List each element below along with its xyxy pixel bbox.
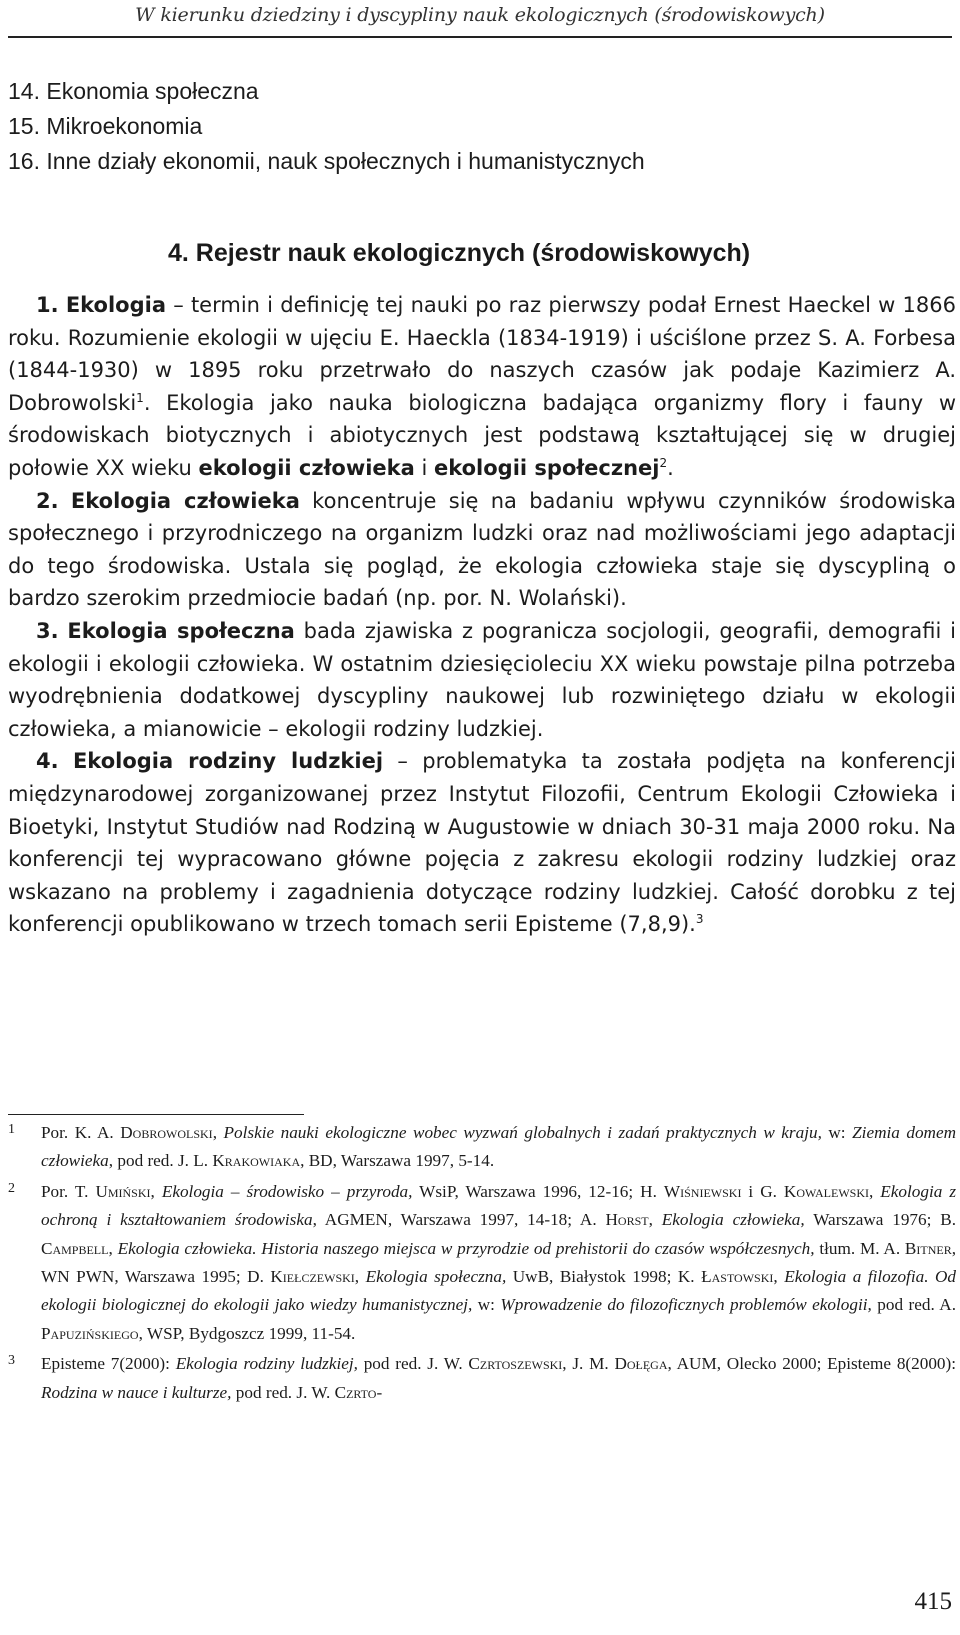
- paragraph-number: 4.: [36, 749, 59, 774]
- section-title: 4. Rejestr nauk ekologicznych (środowiskowych): [168, 239, 751, 267]
- paragraph-term: ekologii człowieka: [198, 455, 415, 480]
- footnote-author: Łastowski: [701, 1267, 774, 1287]
- footnote-author: Czrto-: [334, 1382, 383, 1402]
- footnote-text: w:: [821, 1123, 853, 1142]
- footnote-author: Bitner: [904, 1238, 952, 1258]
- list-item: 15. Mikroekonomia: [8, 113, 203, 139]
- footnote-author: Dołęga: [614, 1354, 668, 1374]
- footnote-text: i G.: [741, 1181, 784, 1201]
- paragraph-4: [8, 745, 956, 941]
- footnote-title: Ekologia społeczna,: [365, 1267, 507, 1287]
- paragraph-term: Ekologia: [65, 293, 167, 317]
- footnote-2: 2 Por. T. Umiński, Ekologia – środowisko – przyroda, WsiP, Warszawa 1996, 12-16; H. Wiśniewski i G. Kowalewski, Ekologia z ochroną i kształtowaniem środowiska, AGMEN, Warszawa 1997, 14-18; A. Horst, Ekologia człowieka, Warszawa 1976; B. Campbell, Ekologia człowieka. Historia naszego miejsca w przyrodzie od prehistorii do czasów współczesnych, tłum. M. A. Bitner, WN PWN, Warszawa 1995; D. Kiełczewski, Ekologia społeczna, UwB, Białystok 1998; K. Łastowski, Ekologia a filozofia. Od ekologii biologicznej do ekologii jako wiedzy humanistycznej, w: Wprowadzenie do filozoficznych problemów ekologii, pod red. A. Papuzińskiego, WSP, Bydgoszcz 1999, 11-54.: [8, 1178, 956, 1348]
- paragraph-number: 3.: [36, 618, 59, 643]
- footnote-title: Ziemia domem człowieka: [41, 1123, 957, 1171]
- footnote-author: Kowalewski: [783, 1181, 869, 1201]
- footnote-author: Dobrowolski: [120, 1123, 213, 1142]
- footnote-text: Episteme 7(2000):: [41, 1354, 176, 1374]
- footnote-number: 3: [8, 1353, 15, 1369]
- footnote-text: , WN PWN, Warszawa 1995; D.: [41, 1238, 957, 1287]
- footnotes: [8, 1119, 956, 1409]
- footnote-author: Papuzińskiego: [41, 1323, 139, 1343]
- running-head: W kierunku dziedziny i dyscypliny nauk ekologicznych (środowiskowych): [135, 4, 825, 26]
- footnote-title: Polskie nauki ekologiczne wobec wyzwań globalnych i zadań praktycznych w kraju,: [223, 1123, 822, 1142]
- footnote-title: Ekologia człowieka. Historia naszego miejsca w przyrodzie od prehistorii do czasów współczesnych,: [117, 1238, 815, 1258]
- paragraph-number: 2.: [36, 488, 59, 513]
- footnote-text: pod red. A.: [871, 1295, 956, 1315]
- footnote-text: UwB, Białystok 1998; K.: [506, 1267, 702, 1287]
- footnote-author: Czrtoszewski: [468, 1354, 563, 1374]
- footnote-text: , pod red. J. L.: [108, 1151, 213, 1171]
- footnote-author: Wiśniewski: [663, 1181, 742, 1201]
- paragraph-number: 1.: [36, 293, 59, 317]
- footnote-text: , J. M.: [562, 1354, 615, 1374]
- page-number: 415: [914, 1588, 952, 1615]
- footnote-text: Por. T.: [41, 1181, 96, 1201]
- footnote-text: , WSP, Bydgoszcz 1999, 11-54.: [138, 1323, 356, 1343]
- footnote-text: tłum. M. A.: [814, 1238, 905, 1258]
- footnote-text: pod red. J. W.: [357, 1354, 469, 1374]
- paragraph-text: koncentruje się na badaniu wpływu czynników środowiska społecznego i przyrodniczego na organizm ludzki oraz nad możliwościami jego adaptacji do tego środowiska. Ustala się pogląd, że ekologia człowieka staje się dyscypliną o bardzo szerokim przedmiocie badań (np. por. N. Wolański).: [8, 488, 956, 611]
- footnote-ref: 3: [695, 912, 704, 927]
- footnote-text: w:: [472, 1295, 501, 1315]
- footnote-author: Horst: [605, 1210, 649, 1230]
- footnote-title: Ekologia rodziny ludzkiej,: [175, 1354, 358, 1374]
- list-item: 14. Ekonomia społeczna: [8, 78, 259, 104]
- footnote-title: Rodzina w nauce i kulturze,: [41, 1382, 232, 1402]
- paragraph-2: [8, 485, 956, 615]
- footnote-title: Ekologia człowieka,: [661, 1210, 805, 1230]
- footnote-ref: 1: [136, 390, 144, 405]
- footnote-author: Umiński: [95, 1181, 151, 1201]
- footnote-1: 1 Por. K. A. Dobrowolski, Polskie nauki ekologiczne wobec wyzwań globalnych i zadań praktycznych w kraju, w: Ziemia domem człowieka, pod red. J. L. Krakowiaka, BD, Warszawa 1997, 5-14.: [8, 1119, 956, 1176]
- footnote-ref: 2: [659, 455, 668, 470]
- footnote-text: , AUM, Olecko 2000; Episteme 8(2000):: [667, 1354, 957, 1374]
- footnote-text: , BD, Warszawa 1997, 5-14.: [300, 1151, 495, 1171]
- footnote-text: WsiP, Warszawa 1996, 12-16; H.: [412, 1181, 664, 1201]
- paragraph-term: Ekologia rodziny ludzkiej: [72, 749, 384, 774]
- list: [8, 74, 948, 179]
- footnote-number: 2: [8, 1180, 15, 1196]
- paragraph-1: [8, 289, 956, 485]
- footnote-text: pod red. J. W.: [231, 1382, 335, 1402]
- footnote-text: Warszawa 1976; B.: [804, 1210, 956, 1230]
- footnote-number: 1: [8, 1122, 15, 1137]
- body-text: [8, 289, 956, 941]
- footnote-rule: [8, 1114, 304, 1115]
- paragraph-text: i: [414, 455, 434, 480]
- paragraph-term: Ekologia człowieka: [70, 488, 300, 513]
- footnote-text: , AGMEN, Warszawa 1997, 14-18; A.: [312, 1210, 606, 1230]
- footnote-author: Kiełczewski: [270, 1267, 355, 1287]
- header-rule: [8, 36, 952, 38]
- paragraph-3: [8, 615, 956, 745]
- footnote-3: [8, 1350, 956, 1407]
- footnote-author: Krakowiaka: [212, 1151, 301, 1171]
- paragraph-text: – termin i definicję tej nauki po raz pierwszy podał Ernest Haeckel w 1866 roku. Rozumienie ekologii w ujęciu E. Haeckla (1834-1919) i uściślone przez S. A. Forbesa (1844-1930) w 1895 roku przetrwało do naszych czasów jak podaje Kazimierz A. Dobrowolski: [8, 293, 956, 415]
- paragraph-term: ekologii społecznej: [433, 455, 660, 480]
- footnote-text: Por. K. A.: [41, 1123, 121, 1142]
- paragraph-term: Ekologia społeczna: [67, 618, 295, 643]
- list-item: 16. Inne działy ekonomii, nauk społecznych i humanistycznych: [8, 148, 645, 174]
- paragraph-text: .: [667, 455, 674, 480]
- footnote-title: Ekologia – środowisko – przyroda,: [161, 1181, 413, 1201]
- footnote-title: Ekologia z ochroną i kształtowaniem środowiska: [41, 1181, 957, 1230]
- footnote-title: Ekologia a filozofia. Od ekologii biologicznej do ekologii jako wiedzy humanistycznej,: [41, 1267, 957, 1315]
- paragraph-text: bada zjawiska z pogranicza socjologii, geografii, demografii i ekologii i ekologii człowieka. W ostatnim dziesięcioleciu XX wieku powstaje pilna potrzeba wyodrębnienia dodatkowej dyscypliny naukowej lub rozwiniętego działu w ekologii człowieka, a mianowicie – ekologii rodziny ludzkiej.: [8, 618, 956, 741]
- paragraph-text: . Ekologia jako nauka biologiczna badająca organizmy flory i fauny w środowiskach biotycznych i abiotycznych jest podstawą kształtującej się w drugiej połowie XX wieku: [8, 390, 956, 480]
- footnote-title: Wprowadzenie do filozoficznych problemów ekologii,: [500, 1295, 872, 1315]
- footnote-author: Campbell: [41, 1238, 109, 1258]
- paragraph-text: – problematyka ta została podjęta na konferencji międzynarodowej zorganizowanej przez Instytut Filozofii, Centrum Ekologii Człowieka i Bioetyki, Instytut Studiów nad Rodziną w Augustowie w dniach 30-31 maja 2000 roku. Na konferencji tej wypracowano główne pojęcia z zakresu ekologii rodziny ludzkiej oraz wskazano na problemy i zagadnienia dotyczące rodziny ludzkiej. Całość dorobku z tej konferencji opublikowano w trzech tomach serii Episteme (7,8,9).: [8, 749, 956, 937]
